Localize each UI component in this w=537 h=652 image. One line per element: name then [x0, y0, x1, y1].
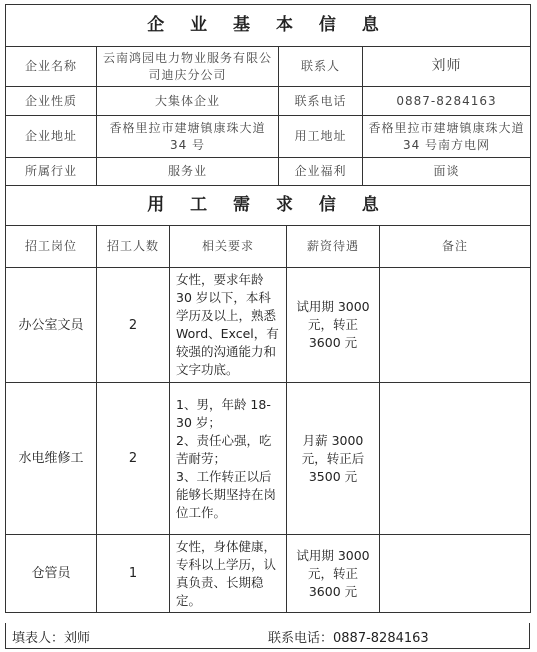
job-position: 水电维修工	[6, 383, 97, 535]
requirement-line: 1、男，年龄 18-30 岁；	[176, 396, 271, 430]
company-name-value: 云南鸿园电力物业服务有限公司迪庆分公司	[97, 47, 279, 87]
work-address-value: 香格里拉市建塘镇康珠大道 34 号南方电网	[363, 116, 531, 158]
industry-value: 服务业	[97, 158, 279, 186]
company-section-title: 企 业 基 本 信 息	[6, 5, 531, 47]
jobs-section-title: 用 工 需 求 信 息	[6, 186, 531, 226]
benefits-label: 企业福利	[279, 158, 363, 186]
header-count: 招工人数	[97, 226, 170, 268]
job-salary: 试用期 3000 元，转正 3600 元	[287, 268, 380, 383]
company-address-value: 香格里拉市建塘镇康珠大道 34 号	[97, 116, 279, 158]
company-name-label: 企业名称	[6, 47, 97, 87]
job-row	[6, 383, 531, 535]
job-note	[380, 535, 531, 613]
company-type-label: 企业性质	[6, 87, 97, 116]
job-requirements	[170, 535, 287, 613]
job-note	[380, 383, 531, 535]
company-type-value: 大集体企业	[97, 87, 279, 116]
form-footer	[5, 623, 530, 649]
filler-text: 填表人：刘师	[12, 631, 91, 646]
job-count: 2	[97, 383, 170, 535]
requirement-line: 女性，身体健康，专科以上学历，认真负责、长期稳定。	[176, 538, 277, 608]
phone-label: 联系电话	[279, 87, 363, 116]
header-note: 备注	[380, 226, 531, 268]
job-position: 办公室文员	[6, 268, 97, 383]
benefits-value: 面谈	[363, 158, 531, 186]
job-requirements	[170, 268, 287, 383]
jobs-table	[5, 225, 531, 613]
job-count: 1	[97, 535, 170, 613]
job-count: 2	[97, 268, 170, 383]
company-info-table	[5, 4, 531, 226]
job-requirements	[170, 383, 287, 535]
company-address-label: 企业地址	[6, 116, 97, 158]
job-note	[380, 268, 531, 383]
header-requirements: 相关要求	[170, 226, 287, 268]
requirement-line: 2、责任心强，吃苦耐劳；	[176, 432, 272, 466]
requirement-line: 女性，要求年龄 30 岁以下，本科学历及以上，熟悉 Word、Excel，有较强的沟通能力和文字功底。	[176, 272, 279, 377]
header-position: 招工岗位	[6, 226, 97, 268]
recruitment-form	[5, 4, 530, 649]
jobs-header-row	[6, 226, 531, 268]
contact-value: 刘师	[363, 47, 531, 87]
footer-phone-text: 联系电话：0887-8284163	[268, 631, 429, 646]
job-row	[6, 535, 531, 613]
requirement-line: 3、工作转正以后能够长期坚持在岗位工作。	[176, 468, 277, 520]
job-row	[6, 268, 531, 383]
industry-label: 所属行业	[6, 158, 97, 186]
contact-label: 联系人	[279, 47, 363, 87]
job-position: 仓管员	[6, 535, 97, 613]
phone-value: 0887-8284163	[363, 87, 531, 116]
job-salary: 月薪 3000 元，转正后 3500 元	[287, 383, 380, 535]
work-address-label: 用工地址	[279, 116, 363, 158]
job-salary: 试用期 3000 元，转正 3600 元	[287, 535, 380, 613]
header-salary: 薪资待遇	[287, 226, 380, 268]
